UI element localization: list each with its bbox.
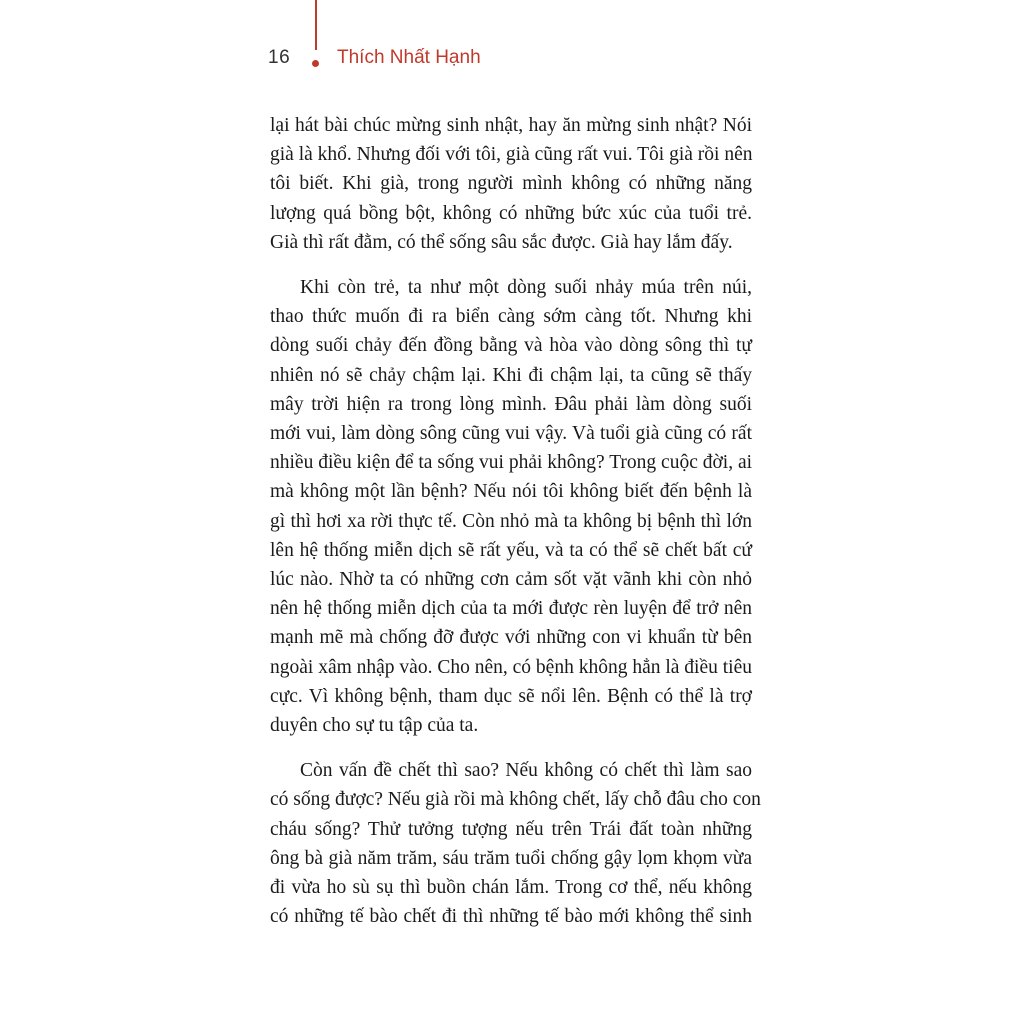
text-line: ngoài xâm nhập vào. Cho nên, có bệnh không hẳn là điều tiêu xyxy=(270,656,752,678)
text-line: Khi còn trẻ, ta như một dòng suối nhảy múa trên núi, xyxy=(300,277,752,299)
text-line: mới vui, làm dòng sông cũng vui vậy. Và tuổi già cũng có rất xyxy=(270,423,752,445)
text-line: có sống được? Nếu già rồi mà không chết, lấy chỗ đâu cho con xyxy=(270,789,761,811)
text-line: đi vừa ho sù sụ thì buồn chán lắm. Trong cơ thể, nếu không xyxy=(270,877,752,899)
text-line: lượng quá bồng bột, không có những bức xúc của tuổi trẻ. xyxy=(270,202,752,224)
paragraph-3 xyxy=(270,756,761,931)
body-text xyxy=(270,111,761,931)
text-line: cháu sống? Thử tưởng tượng nếu trên Trái đất toàn những xyxy=(270,818,752,840)
text-line: mà không một lần bệnh? Nếu nói tôi không biết đến bệnh là xyxy=(270,481,752,503)
text-line: nhiều điều kiện để ta sống vui phải không? Trong cuộc đời, ai xyxy=(270,452,753,474)
text-line: nên hệ thống miễn dịch của ta mới được rèn luyện để trở nên xyxy=(270,598,752,620)
text-line: gì thì hơi xa rời thực tế. Còn nhỏ mà ta không bị bệnh thì lớn xyxy=(270,510,752,532)
page-number: 16 xyxy=(268,47,291,68)
text-line: tôi biết. Khi già, trong người mình không có những năng xyxy=(270,173,752,195)
text-line: mây trời hiện ra trong lòng mình. Đâu phải làm dòng suối xyxy=(270,393,752,415)
text-line: mạnh mẽ mà chống đỡ được với những con vi khuẩn từ bên xyxy=(270,627,752,649)
paragraph-1 xyxy=(270,111,752,257)
text-line: thao thức muốn đi ra biển càng sớm càng tốt. Nhưng khi xyxy=(270,306,752,328)
text-line: ông bà già năm trăm, sáu trăm tuổi chống gậy lọm khọm vừa xyxy=(270,847,752,869)
text-line: có những tế bào chết đi thì những tế bào mới không thể sinh xyxy=(270,906,752,928)
header-divider-line xyxy=(315,0,317,50)
running-head-author: Thích Nhất Hạnh xyxy=(337,47,481,68)
text-line: Còn vấn đề chết thì sao? Nếu không có chết thì làm sao xyxy=(300,760,752,782)
text-line: lại hát bài chúc mừng sinh nhật, hay ăn mừng sinh nhật? Nói xyxy=(270,115,752,136)
header-bullet-dot xyxy=(312,60,319,67)
text-line: duyên cho sự tu tập của ta. xyxy=(270,715,479,737)
text-line: lúc nào. Nhờ ta có những cơn cảm sốt vặt vãnh khi còn nhỏ xyxy=(270,569,752,591)
text-line: nhiên nó sẽ chảy chậm lại. Khi đi chậm lại, ta cũng sẽ thấy xyxy=(270,364,752,386)
text-line: dòng suối chảy đến đồng bằng và hòa vào dòng sông thì tự xyxy=(270,335,752,357)
text-line: lên hệ thống miễn dịch sẽ rất yếu, và ta có thể sẽ chết bất cứ xyxy=(270,539,752,561)
text-line: cực. Vì không bệnh, tham dục sẽ nổi lên. Bệnh có thể là trợ xyxy=(270,685,752,707)
text-line: già là khổ. Nhưng đối với tôi, già cũng rất vui. Tôi già rồi nên xyxy=(270,144,753,166)
paragraph-2 xyxy=(270,273,752,740)
text-line: Già thì rất đằm, có thể sống sâu sắc được. Già hay lắm đấy. xyxy=(270,231,733,253)
